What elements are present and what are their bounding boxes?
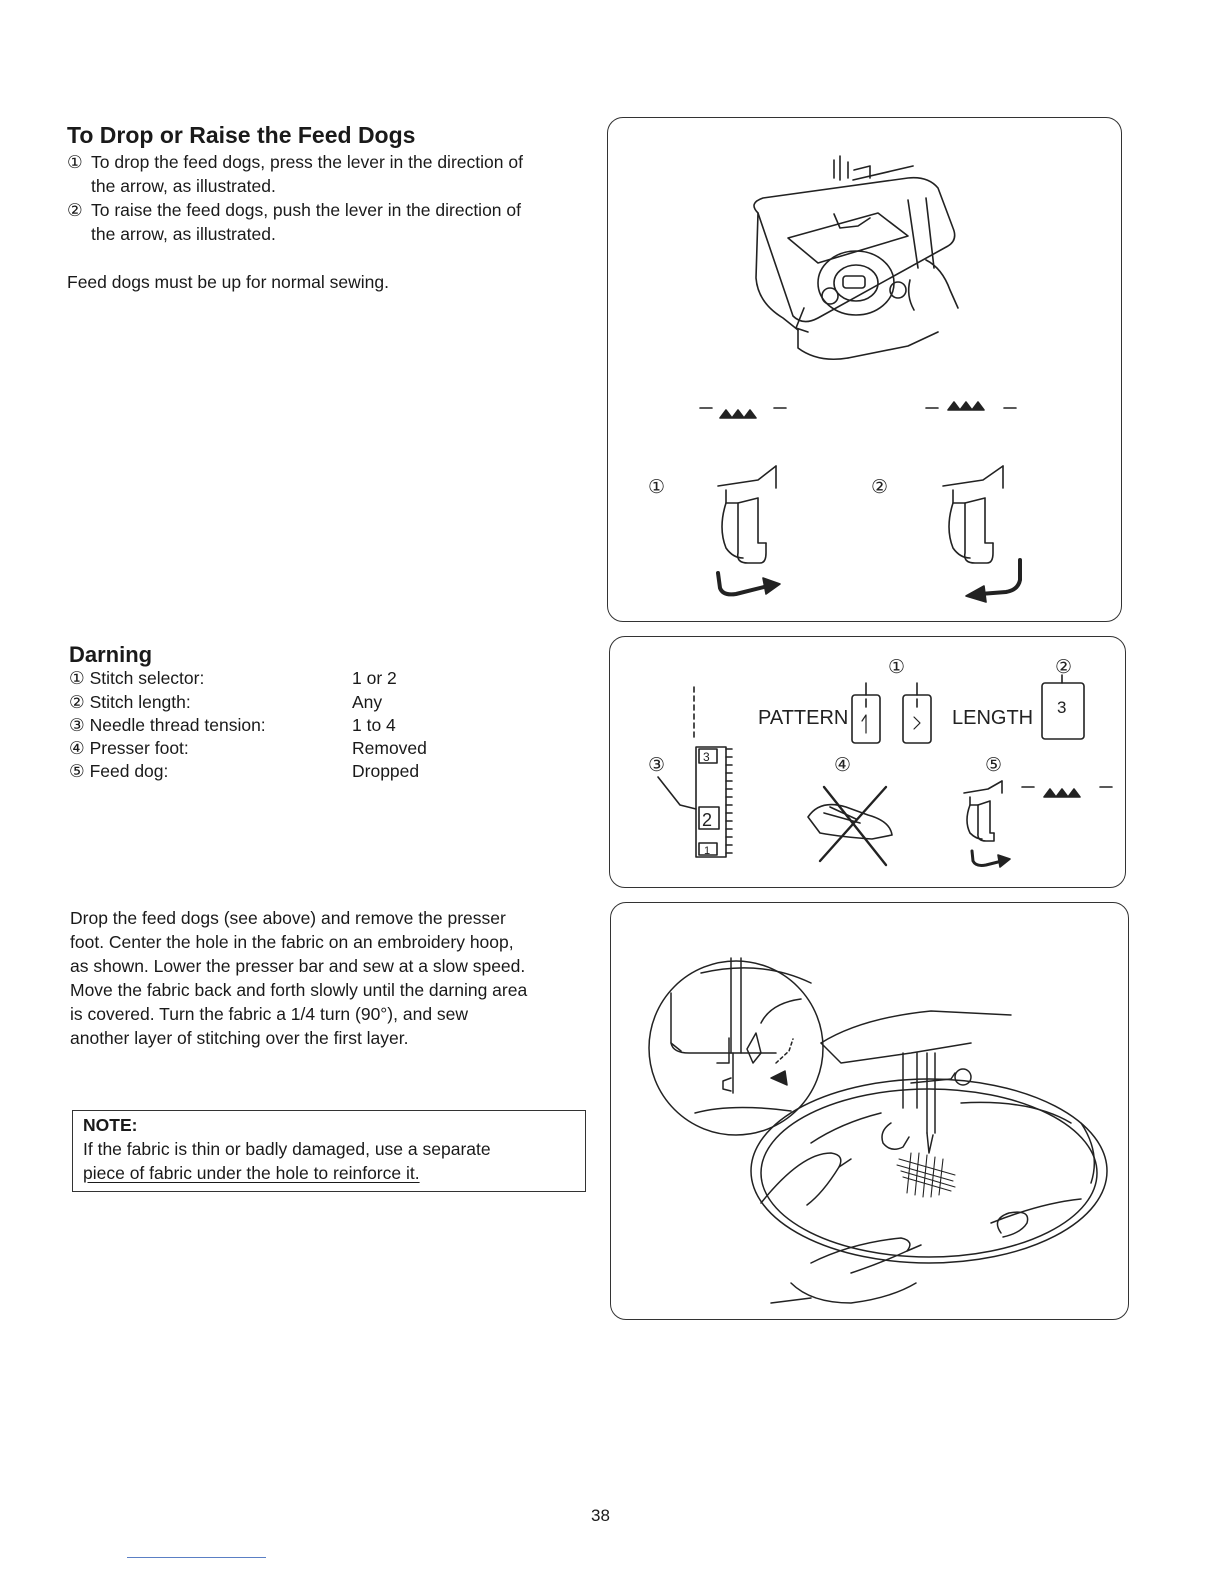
callout-3: ③ (648, 755, 666, 776)
note-line: If the fabric is thin or badly damaged, use a separate (83, 1139, 491, 1159)
sewing-machine-head (821, 1011, 1011, 1153)
length-value: 3 (1057, 698, 1067, 717)
instruction-line: Move the fabric back and forth slowly until the darning area (70, 980, 528, 1000)
setting-label: Needle thread tension: (89, 715, 266, 735)
callout-2: ② (1055, 657, 1073, 678)
feed-dog-down-indicator (700, 408, 786, 418)
page-number: 38 (591, 1506, 610, 1525)
setting-label: Stitch length: (89, 692, 191, 712)
instruction-line: another layer of stitching over the first layer. (70, 1028, 409, 1048)
darning-settings-figure-panel (609, 636, 1126, 888)
setting-value: 1 or 2 (352, 668, 397, 688)
sewing-machine-drawing (754, 156, 958, 359)
setting-feed-dog (69, 761, 168, 782)
setting-label: Presser foot: (89, 738, 189, 758)
note-title: NOTE: (83, 1115, 138, 1135)
setting-value: Removed (352, 738, 427, 758)
darning-stitches (897, 1153, 955, 1197)
raise-arrow-icon (966, 560, 1020, 602)
darning-title: Darning (69, 642, 153, 667)
feed-dogs-step-2 (67, 198, 587, 246)
embroidery-hoop (751, 1079, 1107, 1263)
presser-foot-removed-icon (808, 787, 892, 865)
setting-stitch-length (69, 692, 191, 713)
step-text-cont: the arrow, as illustrated. (91, 176, 276, 196)
instruction-line: foot. Center the hole in the fabric on an embroidery hoop, (70, 932, 514, 952)
step-number: ② (67, 200, 83, 220)
instruction-line: as shown. Lower the presser bar and sew at a slow speed. (70, 956, 526, 976)
step-text-cont: the arrow, as illustrated. (91, 224, 276, 244)
feed-dogs-note: Feed dogs must be up for normal sewing. (67, 272, 389, 292)
callout-4: ④ (834, 755, 852, 776)
needle-detail-inset (649, 958, 823, 1135)
setting-label: Stitch selector: (89, 668, 205, 688)
setting-stitch-selector (69, 668, 204, 689)
setting-number: ② (69, 692, 85, 712)
setting-label: Feed dog: (89, 761, 169, 781)
pattern-selector-1 (852, 683, 880, 743)
darning-hoop-illustration (611, 903, 1128, 1319)
pattern-label: PATTERN (758, 707, 849, 729)
callout-2: ② (871, 477, 889, 498)
feed-dog-lever-small (964, 781, 1010, 867)
tension-mark-3: 3 (703, 750, 710, 764)
feed-dog-figure-panel (607, 117, 1122, 622)
step-text: To drop the feed dogs, press the lever in the direction of (91, 152, 523, 172)
callout-5: ⑤ (985, 755, 1003, 776)
setting-number: ⑤ (69, 761, 85, 781)
callout-1: ① (648, 477, 666, 498)
setting-number: ③ (69, 715, 85, 735)
lever-drop-drawing (718, 466, 776, 563)
feed-dogs-title: To Drop or Raise the Feed Dogs (67, 122, 416, 148)
setting-number: ① (69, 668, 85, 688)
scan-divider-line (127, 1557, 266, 1558)
lever-raise-drawing (943, 466, 1003, 563)
tension-mark-1: 1 (704, 845, 711, 857)
feed-dog-illustration (608, 118, 1121, 621)
feed-dog-down-indicator (1022, 787, 1112, 797)
darning-instructions (70, 906, 590, 1050)
length-dial (1042, 675, 1084, 739)
setting-value: Any (352, 692, 383, 712)
setting-number: ④ (69, 738, 85, 758)
instruction-line: is covered. Turn the fabric a 1/4 turn (90°), and sew (70, 1004, 469, 1024)
callout-1: ① (888, 657, 906, 678)
length-label: LENGTH (952, 707, 1034, 729)
note-line: piece of fabric under the hole to reinforce it. (83, 1163, 420, 1183)
drop-arrow-icon (718, 573, 780, 594)
feed-dogs-step-1 (67, 150, 587, 198)
note-box (72, 1110, 586, 1192)
setting-value: Dropped (352, 761, 420, 781)
feed-dog-up-indicator (926, 402, 1016, 410)
pattern-selector-2 (903, 683, 931, 743)
step-number: ① (67, 152, 83, 172)
darning-hoop-figure-panel (610, 902, 1129, 1320)
darning-settings-illustration (610, 637, 1125, 887)
step-text: To raise the feed dogs, push the lever in the direction of (91, 200, 521, 220)
setting-presser-foot (69, 738, 189, 759)
instruction-line: Drop the feed dogs (see above) and remove the presser (70, 908, 506, 928)
tension-mark-2: 2 (702, 810, 713, 830)
setting-thread-tension (69, 715, 266, 736)
thread-tension-dial (658, 747, 732, 857)
hands-drawing (761, 1123, 1094, 1303)
setting-value: 1 to 4 (352, 715, 396, 735)
